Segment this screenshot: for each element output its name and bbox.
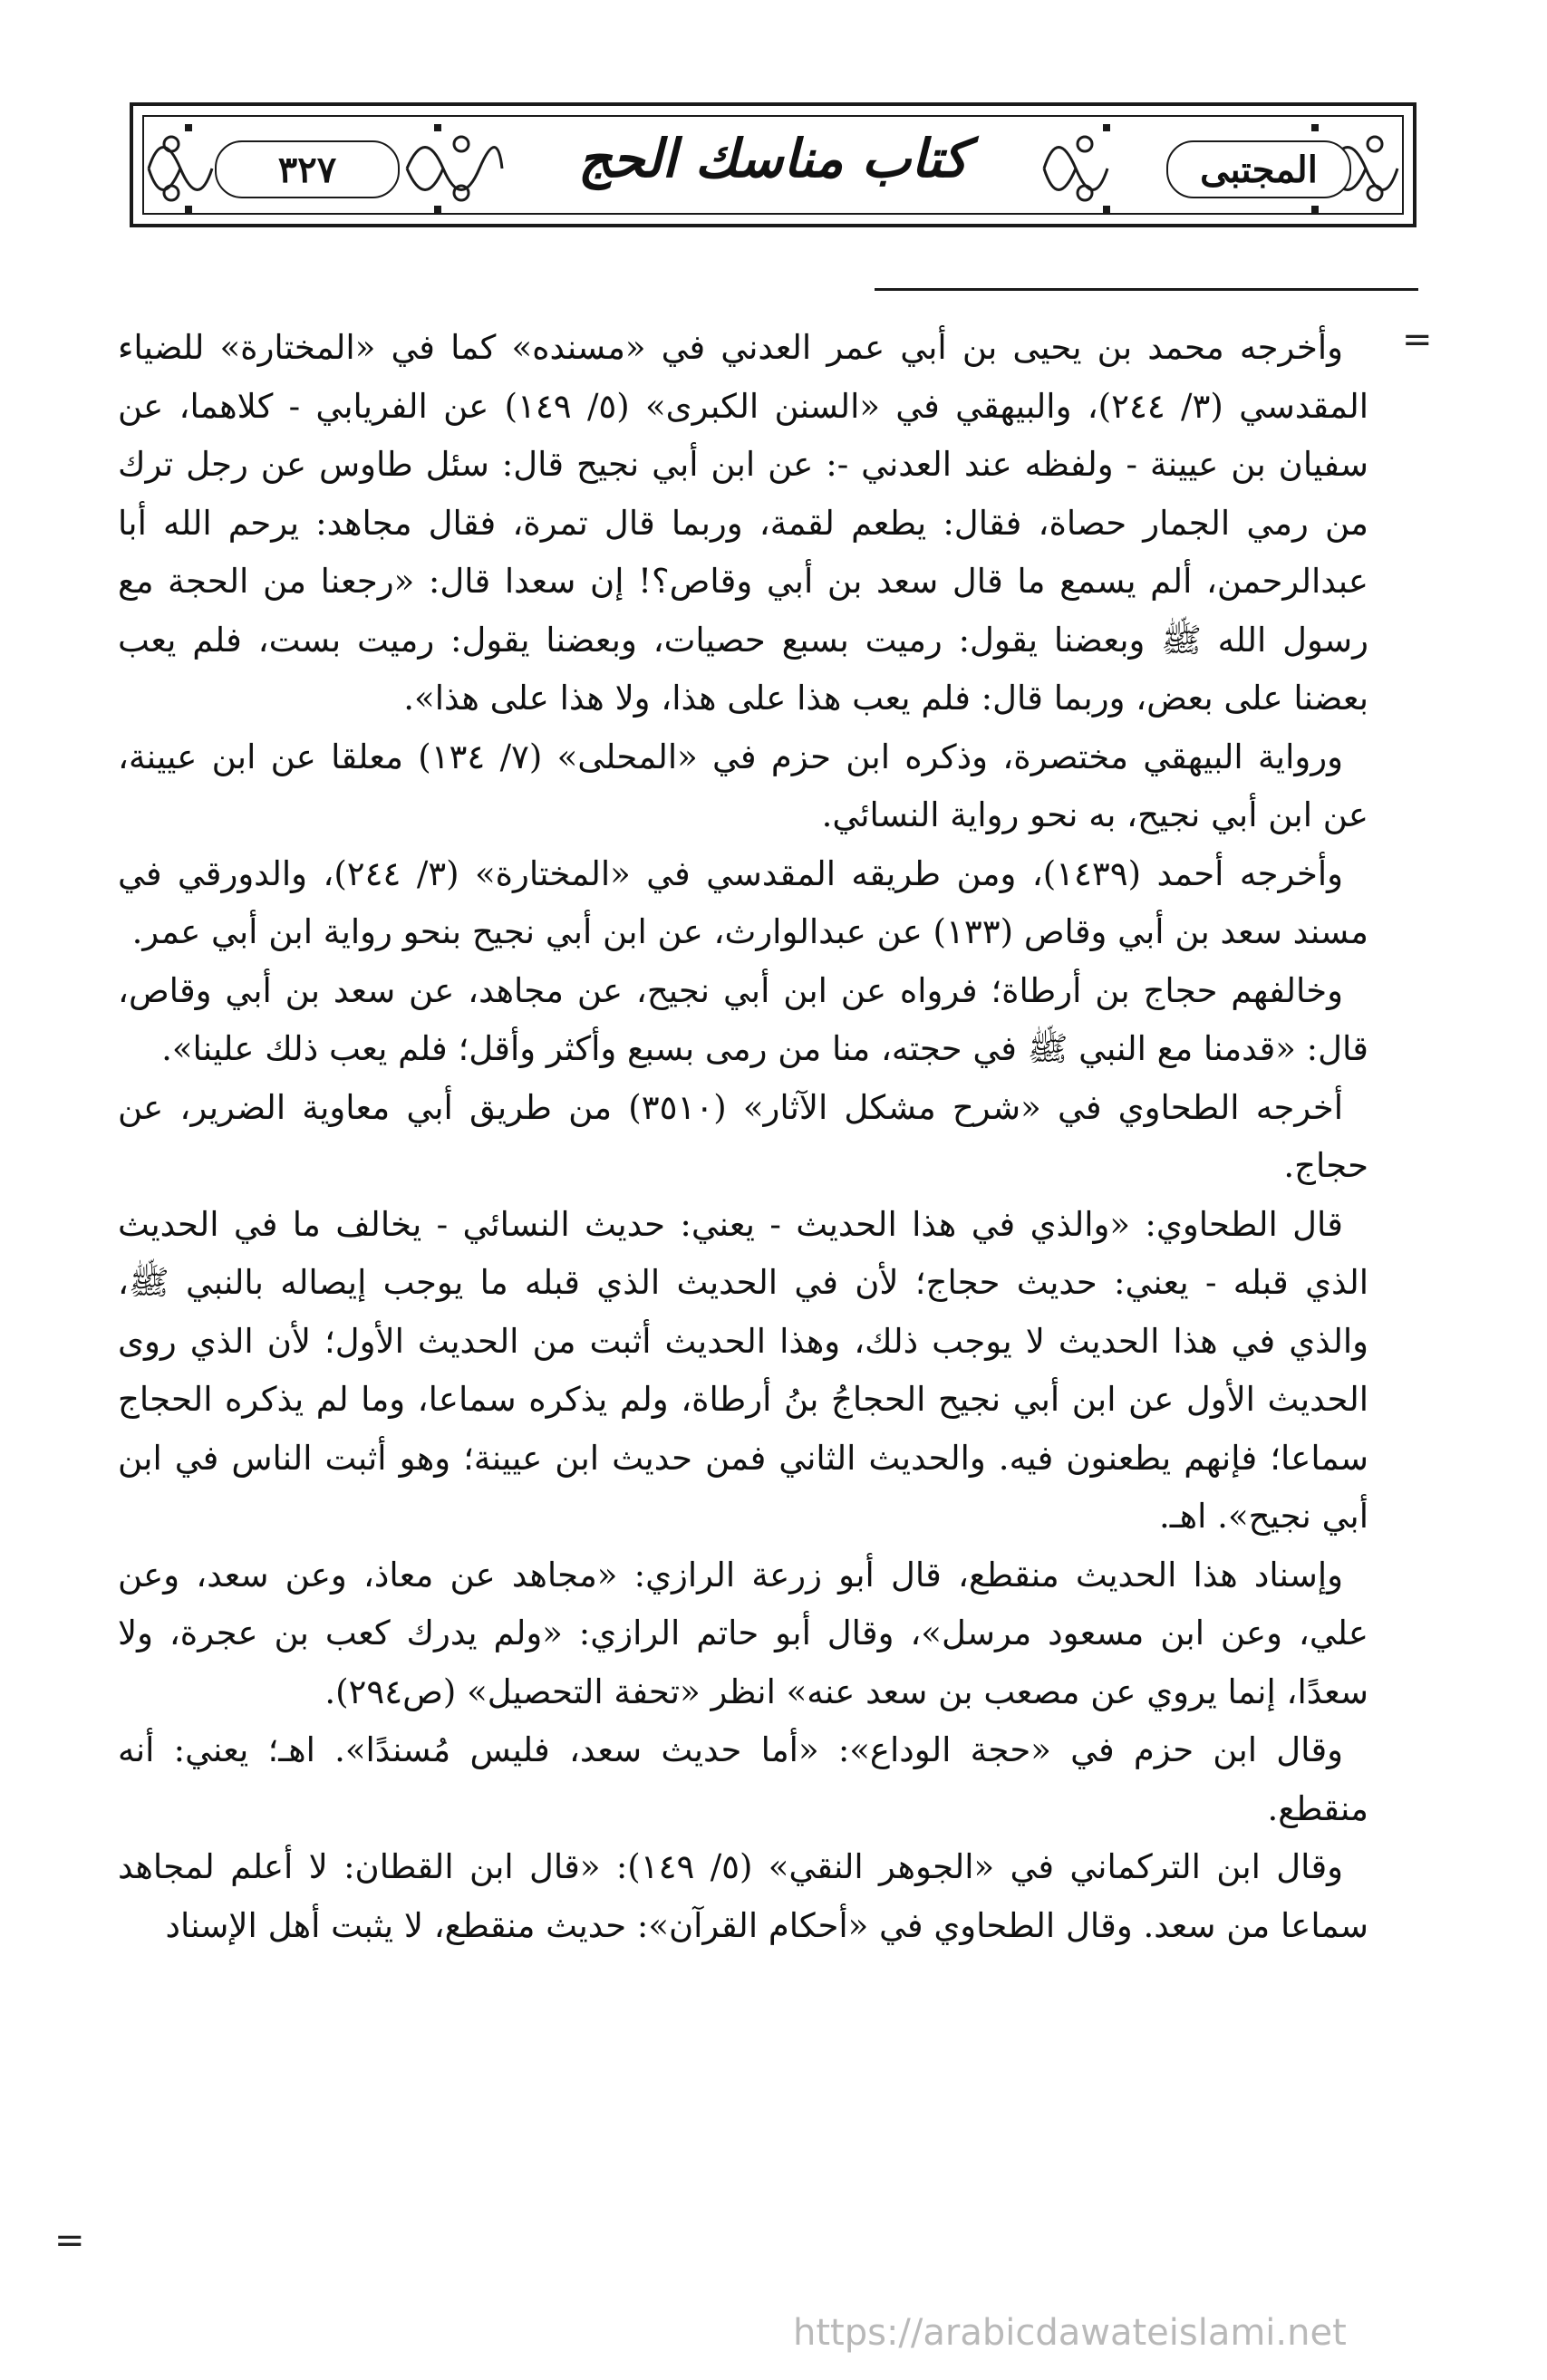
series-name: المجتبى xyxy=(1166,140,1351,198)
paragraph: وإسناد هذا الحديث منقطع، قال أبو زرعة الرازي: «مجاهد عن معاذ، وعن سعد، وعن علي، وعن ابن مسعود مرسل»، وقال أبو حاتم الرازي: «ولم يدرك كعب بن عجرة، ولا سعدًا، إنما يروي عن مصعب بن سعد عنه» انظر «تحفة التحصيل» (ص٢٩٤). xyxy=(118,1555,1368,1711)
header-inner-border xyxy=(142,115,1404,215)
paragraph: وخالفهم حجاج بن أرطاة؛ فرواه عن ابن أبي نجيح، عن مجاهد، عن سعد بن أبي وقاص، قال: «قدمنا مع النبي ﷺ في حجته، منا من رمى بسبع وأكثر وأقل؛ فلم يعب ذلك علينا». xyxy=(118,970,1368,1068)
footnote-separator-rule xyxy=(875,288,1418,291)
continuation-marker-top: = xyxy=(1402,319,1433,361)
paragraph: وأخرجه محمد بن يحيى بن أبي عمر العدني في «مسنده» كما في «المختارة» للضياء المقدسي (٣/ ٢٤٤)، والبيهقي في «السنن الكبرى» (٥/ ١٤٩) عن الفريابي - كلاهما، عن سفيان بن عيينة - ولفظه عند العدني -: عن ابن أبي نجيح قال: سئل طاوس عن رجل ترك من رمي الجمار حصاة، فقال: يطعم لقمة، وربما قال تمرة، فقال مجاهد: يرحم الله أبا عبدالرحمن، ألم يسمع ما قال سعد بن أبي وقاص؟! إن سعدا قال: «رجعنا من الحجة مع رسول الله ﷺ وبعضنا يقول: رميت بسبع حصيات، وبعضنا يقول: رميت بست، فلم يعب بعضنا على بعض، وربما قال: فلم يعب هذا على هذا، ولا هذا على هذا». xyxy=(118,328,1368,718)
paragraph: أخرجه الطحاوي في «شرح مشكل الآثار» (٣٥١٠) من طريق أبي معاوية الضرير، عن حجاج. xyxy=(118,1087,1368,1185)
page-number: ٣٢٧ xyxy=(215,140,400,198)
continuation-marker-bottom: = xyxy=(54,2220,85,2261)
paragraph: قال الطحاوي: «والذي في هذا الحديث - يعني: حديث النسائي - يخالف ما في الحديث الذي قبله - يعني: حديث حجاج؛ لأن في الحديث الذي قبله ما يوجب إيصاله بالنبي ﷺ، والذي في هذا الحديث لا يوجب ذلك، وهذا الحديث أثبت من الحديث الأول؛ لأن الذي روى الحديث الأول عن ابن أبي نجيح الحجاجُ بنُ أرطاة، ولم يذكره سماعا، وما لم يذكره الحجاج سماعا؛ فإنهم يطعنون فيه. والحديث الثاني فمن حديث ابن عيينة؛ وهو أثبت الناس في ابن أبي نجيح». اهـ. xyxy=(118,1204,1368,1536)
paragraph: وأخرجه أحمد (١٤٣٩)، ومن طريقه المقدسي في «المختارة» (٣/ ٢٤٤)، والدورقي في مسند سعد بن أبي وقاص (١٣٣) عن عبدالوارث، عن ابن أبي نجيح بنحو رواية ابن أبي عمر. xyxy=(118,853,1368,951)
book-title: كتاب مناسك الحج xyxy=(577,128,969,189)
footnote-text-column xyxy=(118,319,1368,1955)
paragraph: وقال ابن التركماني في «الجوهر النقي» (٥/ ١٤٩): «قال ابن القطان: لا أعلم لمجاهد سماعا من سعد. وقال الطحاوي في «أحكام القرآن»: حديث منقطع، لا يثبت أهل الإسناد xyxy=(118,1847,1368,1945)
paragraph: ورواية البيهقي مختصرة، وذكره ابن حزم في «المحلى» (٧/ ١٣٤) معلقا عن ابن عيينة، عن ابن أبي نجيح، به نحو رواية النسائي. xyxy=(118,737,1368,834)
watermark-url: https://arabicdawateislami.net xyxy=(793,2312,1347,2354)
paragraph: وقال ابن حزم في «حجة الوداع»: «أما حديث سعد، فليس مُسندًا». اهـ؛ يعني: أنه منقطع. xyxy=(118,1730,1368,1828)
running-header xyxy=(130,102,1416,227)
